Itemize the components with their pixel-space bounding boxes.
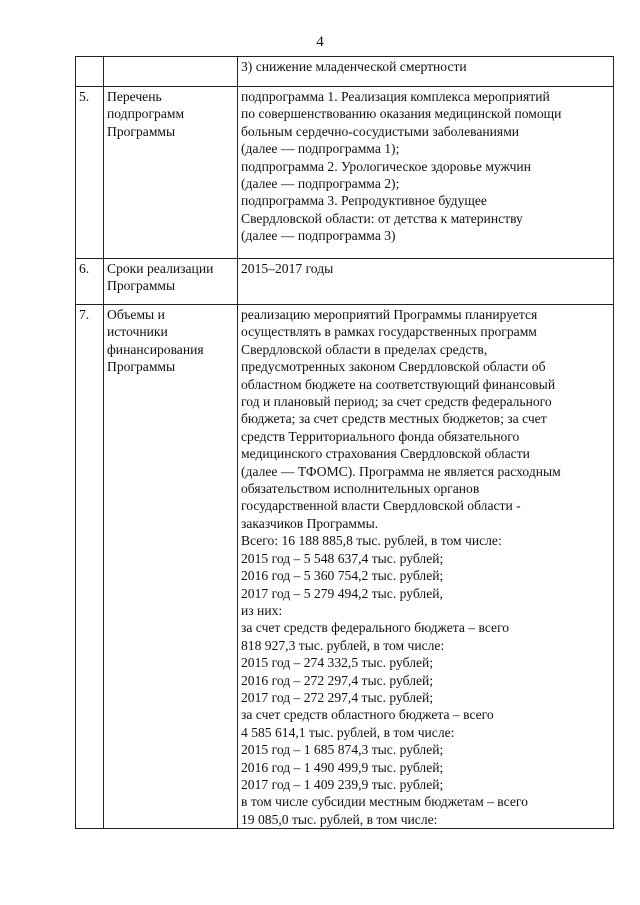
content-line: Свердловской области в пределах средств, [241,341,488,357]
content-line: 4 585 614,1 тыс. рублей, в том числе: [241,724,455,740]
content-line: больным сердечно-сосудистыми заболеваниями [241,123,520,139]
label-line: Перечень [107,89,162,104]
content-line: государственной власти Свердловской области - [241,498,521,514]
content-line: (далее — подпрограмма 2); [241,176,400,192]
label-line: Объемы и [107,307,165,322]
content-line: (далее — подпрограмма 1); [241,141,400,157]
content-line: (далее — подпрограмма 3) [241,228,396,244]
content-line: (далее — ТФОМС). Программа не является расходным [241,463,561,479]
content-line: по совершенствованию оказания медицинской помощи [241,106,562,122]
row-label-cell [104,259,238,305]
row-content-cell [238,57,614,87]
table-row [76,87,614,259]
content-line: бюджета; за счет средств местных бюджетов; за счет [241,411,547,427]
content-line: 2016 год – 1 490 499,9 тыс. рублей; [241,759,444,775]
table-body [76,57,614,829]
content-line: медицинского страхования Свердловской области [241,446,530,462]
content-line: 2015 год – 274 332,5 тыс. рублей; [241,655,434,671]
content-line: 2016 год – 272 297,4 тыс. рублей; [241,672,434,688]
content-line: 2017 год – 272 297,4 тыс. рублей; [241,689,434,705]
label-line: Сроки реализации [107,261,214,276]
label-line: подпрограмм [107,106,185,122]
table-row [76,259,614,305]
content-line: 818 927,3 тыс. рублей, в том числе: [241,637,445,653]
content-line: подпрограмма 2. Урологическое здоровье мужчин [241,158,531,174]
content-line: Свердловской области: от детства к материнству [241,210,523,226]
row-content-cell [238,305,614,829]
label-line: источники [107,324,168,340]
label-line: Программы [107,123,176,139]
content-line: 2015 год – 5 548 637,4 тыс. рублей; [241,550,444,566]
program-passport-table [75,56,614,829]
content-line: 2016 год – 5 360 754,2 тыс. рублей; [241,568,444,584]
content-line: Всего: 16 188 885,8 тыс. рублей, в том числе: [241,533,502,549]
row-label-cell [104,305,238,829]
content-line: заказчиков Программы. [241,515,379,531]
page-number: 4 [316,34,324,50]
content-line: средств Территориального фонда обязательного [241,428,520,444]
content-line: обязательством исполнительных органов [241,481,480,497]
content-line: за счет средств областного бюджета – всего [241,707,494,723]
content-line: 19 085,0 тыс. рублей, в том числе: [241,811,438,827]
content-line: за счет средств федерального бюджета – всего [241,620,510,636]
row-content-cell [238,259,614,305]
content-line: 2015–2017 годы [241,261,334,276]
content-line: подпрограмма 3. Репродуктивное будущее [241,193,487,209]
table-row [76,305,614,829]
label-line: финансирования [107,341,204,357]
content-line: в том числе субсидии местным бюджетам – всего [241,794,528,810]
table-row-continuation [76,57,614,87]
content-line: осуществлять в рамках государственных программ [241,324,537,340]
content-line: реализацию мероприятий Программы планируется [241,307,538,322]
row-label-cell [104,57,238,87]
content-line: 3) снижение младенческой смертности [241,59,467,74]
row-number-cell: 6. [76,259,104,305]
row-number-cell: 5. [76,87,104,259]
row-number-cell: 7. [76,305,104,829]
content-line: 2017 год – 1 409 239,9 тыс. рублей; [241,776,444,792]
content-line: областном бюджете на соответствующий финансовый [241,376,556,392]
row-content-cell [238,87,614,259]
content-line: год и плановый период; за счет средств федерального [241,394,552,410]
content-line: из них: [241,602,283,618]
label-line: Программы [107,278,176,294]
content-line: предусмотренных законом Свердловской области об [241,359,546,375]
row-number-cell [76,57,104,87]
row-label-cell [104,87,238,259]
label-line: Программы [107,359,176,375]
content-line: 2015 год – 1 685 874,3 тыс. рублей; [241,742,444,758]
content-line: 2017 год – 5 279 494,2 тыс. рублей, [241,585,443,601]
content-line: подпрограмма 1. Реализация комплекса мероприятий [241,89,550,104]
